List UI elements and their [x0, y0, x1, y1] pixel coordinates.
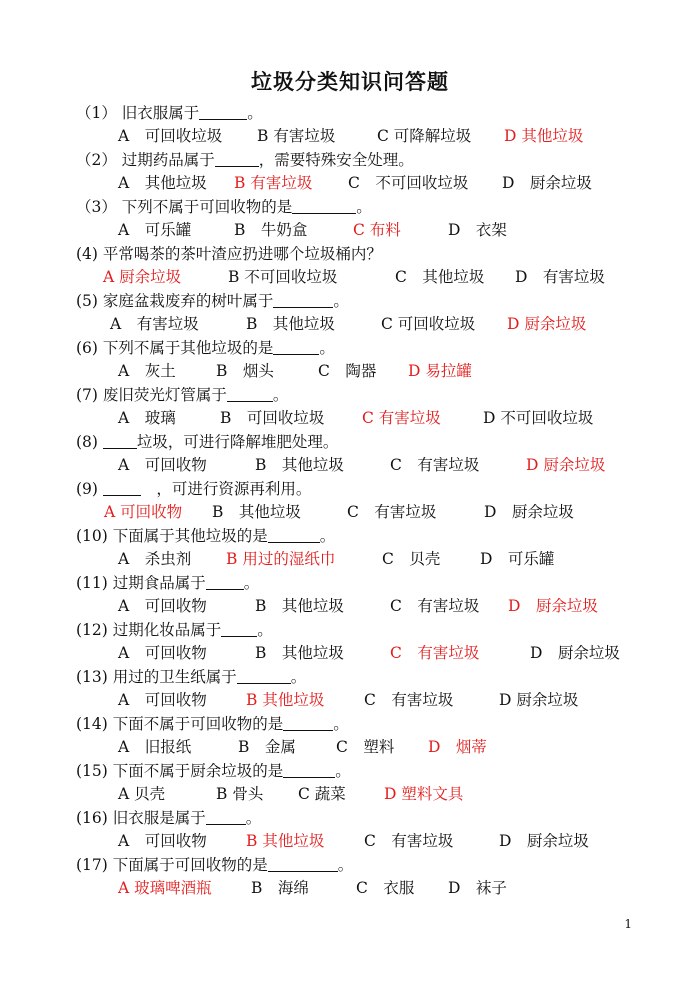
answer-blank [273, 291, 333, 308]
option-b: B 不可回收垃圾 [228, 268, 338, 286]
options-row [118, 407, 656, 430]
options-row [118, 172, 656, 195]
option-d: D 厨余垃圾 [507, 315, 587, 333]
option-b: B 其他垃圾 [246, 832, 325, 850]
option-d: D 不可回收垃圾 [483, 409, 594, 427]
answer-blank [268, 526, 320, 543]
question-text: (4) 平常喝茶的茶叶渣应扔进哪个垃圾桶内？ [76, 245, 382, 263]
options-row [118, 642, 656, 665]
option-c: C 有害垃圾 [390, 597, 480, 615]
option-a: A 可回收物 [104, 503, 183, 521]
option-b: B 有害垃圾 [234, 174, 313, 192]
question-text: (12) 过期化妆品属于 [76, 621, 222, 639]
question-text: (7) 废旧荧光灯管属于 [76, 386, 227, 404]
question-14: (14) 下面不属于可回收物的是 。 A 旧报纸 B 金属 C 塑料 D 烟蒂 [76, 712, 656, 759]
question-text: (9) [76, 480, 103, 498]
question-7: (7) 废旧荧光灯管属于 。 A 玻璃 B 可回收垃圾 C 有害垃圾 D 不可回收垃圾 [76, 383, 656, 430]
question-text: （1） 旧衣服属于 [76, 104, 200, 122]
answer-blank [283, 714, 333, 731]
answer-blank [215, 150, 259, 167]
option-b: B 牛奶盒 [234, 221, 308, 239]
option-a: A 可回收垃圾 [118, 127, 223, 145]
option-c: C 不可回收垃圾 [348, 174, 469, 192]
option-a: A 旧报纸 [118, 738, 192, 756]
option-a: A 有害垃圾 [110, 315, 199, 333]
answer-blank [103, 479, 141, 496]
option-b: B 烟头 [216, 362, 274, 380]
question-text: （3） 下列不属于可回收物的是 [76, 198, 293, 216]
option-d: D 厨余垃圾 [526, 456, 606, 474]
option-d: D 塑料文具 [384, 785, 464, 803]
option-a: A 玻璃啤酒瓶 [118, 879, 212, 897]
option-a: A 厨余垃圾 [103, 268, 182, 286]
option-b: B 有害垃圾 [257, 127, 336, 145]
question-10: (10) 下面属于其他垃圾的是 。 A 杀虫剂 B 用过的湿纸巾 C 贝壳 D 可乐罐 [76, 524, 656, 571]
question-16: (16) 旧衣服是属于 。 A 可回收物 B 其他垃圾 C 有害垃圾 D 厨余垃圾 [76, 806, 656, 853]
options-row [118, 360, 656, 383]
option-b: B 其他垃圾 [212, 503, 301, 521]
option-c: C 可降解垃圾 [377, 127, 472, 145]
answer-blank [268, 855, 338, 872]
option-c: C 贝壳 [382, 550, 441, 568]
option-a: A 其他垃圾 [118, 174, 207, 192]
answer-blank [237, 667, 291, 684]
option-a: A 灰土 [118, 362, 176, 380]
answer-blank [103, 432, 137, 449]
option-d: D 其他垃圾 [504, 127, 584, 145]
option-d: D 可乐罐 [480, 550, 555, 568]
option-c: C 可回收垃圾 [381, 315, 476, 333]
option-b: B 可回收垃圾 [220, 409, 325, 427]
question-text: (6) 下列不属于其他垃圾的是 [76, 339, 274, 357]
option-c: C 有害垃圾 [362, 409, 441, 427]
question-text: (10) 下面属于其他垃圾的是 [76, 527, 268, 545]
options-row [118, 125, 656, 148]
question-17: (17) 下面属于可回收物的是 。 A 玻璃啤酒瓶 B 海绵 C 衣服 D 袜子 [76, 853, 656, 900]
question-text: (16) 旧衣服是属于 [76, 809, 206, 827]
options-row [118, 595, 656, 618]
question-9: (9) ，可进行资源再利用。 A 可回收物 B 其他垃圾 C 有害垃圾 D 厨余垃圾 [76, 477, 656, 524]
question-text: (5) 家庭盆栽废弃的树叶属于 [76, 292, 274, 310]
option-a: A 可回收物 [118, 644, 207, 662]
option-c: C 有害垃圾 [364, 832, 454, 850]
option-d: D 厨余垃圾 [484, 503, 574, 521]
option-c: C 有害垃圾 [364, 691, 454, 709]
option-d: D 烟蒂 [428, 738, 487, 756]
options-row [118, 783, 656, 806]
option-d: D 衣架 [448, 221, 507, 239]
options-row [110, 313, 656, 336]
option-c: C 有害垃圾 [390, 644, 480, 662]
option-c: C 蔬菜 [298, 785, 346, 803]
option-d: D 厨余垃圾 [530, 644, 620, 662]
options-row [118, 548, 656, 571]
question-text: (17) 下面属于可回收物的是 [76, 856, 268, 874]
option-d: D 厨余垃圾 [502, 174, 592, 192]
option-b: B 金属 [238, 738, 296, 756]
option-a: A 贝壳 [118, 785, 166, 803]
answer-blank [206, 573, 244, 590]
option-a: A 可回收物 [118, 832, 207, 850]
page-number: 1 [624, 917, 632, 931]
question-text: (14) 下面不属于可回收物的是 [76, 715, 284, 733]
option-b: B 用过的湿纸巾 [226, 550, 336, 568]
question-text: (11) 过期食品属于 [76, 574, 206, 592]
page-title: 垃圾分类知识问答题 [251, 70, 449, 94]
answer-blank [206, 808, 246, 825]
question-1: （1） 旧衣服属于 。 A 可回收垃圾 B 有害垃圾 C 可降解垃圾 D 其他垃圾 [76, 101, 656, 148]
answer-blank [283, 761, 335, 778]
option-c: C 有害垃圾 [347, 503, 437, 521]
question-11: (11) 过期食品属于 。 A 可回收物 B 其他垃圾 C 有害垃圾 D 厨余垃圾 [76, 571, 656, 618]
answer-blank [199, 103, 247, 120]
answer-blank [221, 620, 257, 637]
question-text: (8) [76, 433, 103, 451]
option-a: A 可回收物 [118, 597, 207, 615]
question-text: (15) 下面不属于厨余垃圾的是 [76, 762, 284, 780]
question-12: (12) 过期化妆品属于 。 A 可回收物 B 其他垃圾 C 有害垃圾 D 厨余垃圾 [76, 618, 656, 665]
option-c: C 布料 [353, 221, 401, 239]
option-d: D 厨余垃圾 [508, 597, 598, 615]
option-b: B 海绵 [251, 879, 309, 897]
question-text: (13) 用过的卫生纸属于 [76, 668, 237, 686]
option-a: A 玻璃 [118, 409, 176, 427]
options-row [118, 877, 656, 900]
question-list [76, 101, 656, 900]
option-c: C 塑料 [336, 738, 395, 756]
option-c: C 陶器 [318, 362, 377, 380]
option-c: C 有害垃圾 [390, 456, 480, 474]
option-a: A 可乐罐 [118, 221, 192, 239]
option-b: B 其他垃圾 [246, 315, 335, 333]
option-d: D 有害垃圾 [515, 268, 605, 286]
option-d: D 厨余垃圾 [499, 832, 589, 850]
answer-blank [273, 338, 319, 355]
option-d: D 易拉罐 [408, 362, 472, 380]
question-3: （3） 下列不属于可回收物的是 。 A 可乐罐 B 牛奶盒 C 布料 D 衣架 [76, 195, 656, 242]
question-5: (5) 家庭盆栽废弃的树叶属于 。 A 有害垃圾 B 其他垃圾 C 可回收垃圾 D 厨余垃圾 [76, 289, 656, 336]
option-a: A 可回收物 [118, 691, 207, 709]
question-8: (8) 垃圾，可进行降解堆肥处理。 A 可回收物 B 其他垃圾 C 有害垃圾 D 厨余垃圾 [76, 430, 656, 477]
option-d: D 袜子 [448, 879, 507, 897]
option-b: B 其他垃圾 [255, 597, 344, 615]
option-b: B 其他垃圾 [255, 456, 344, 474]
question-13: (13) 用过的卫生纸属于 。 A 可回收物 B 其他垃圾 C 有害垃圾 D 厨余垃圾 [76, 665, 656, 712]
option-b: B 其他垃圾 [246, 691, 325, 709]
option-b: B 其他垃圾 [255, 644, 344, 662]
question-2: （2） 过期药品属于 ，需要特殊安全处理。 A 其他垃圾 B 有害垃圾 C 不可回收垃圾 D 厨余垃圾 [76, 148, 656, 195]
answer-blank [292, 197, 356, 214]
question-text: （2） 过期药品属于 [76, 151, 215, 169]
options-row [118, 219, 656, 242]
option-c: C 衣服 [356, 879, 415, 897]
option-b: B 骨头 [216, 785, 264, 803]
option-d: D 厨余垃圾 [499, 691, 579, 709]
question-4 [76, 242, 656, 289]
question-6: (6) 下列不属于其他垃圾的是 。 A 灰土 B 烟头 C 陶器 D 易拉罐 [76, 336, 656, 383]
options-row [118, 830, 656, 853]
options-row [118, 736, 656, 759]
option-c: C 其他垃圾 [395, 268, 485, 286]
option-a: A 杀虫剂 [118, 550, 192, 568]
options-row [118, 689, 656, 712]
options-row [104, 501, 656, 524]
option-a: A 可回收物 [118, 456, 207, 474]
options-row [118, 454, 656, 477]
answer-blank [227, 385, 273, 402]
question-15: (15) 下面不属于厨余垃圾的是 。 A 贝壳 B 骨头 C 蔬菜 D 塑料文具 [76, 759, 656, 806]
options-row [103, 266, 656, 289]
